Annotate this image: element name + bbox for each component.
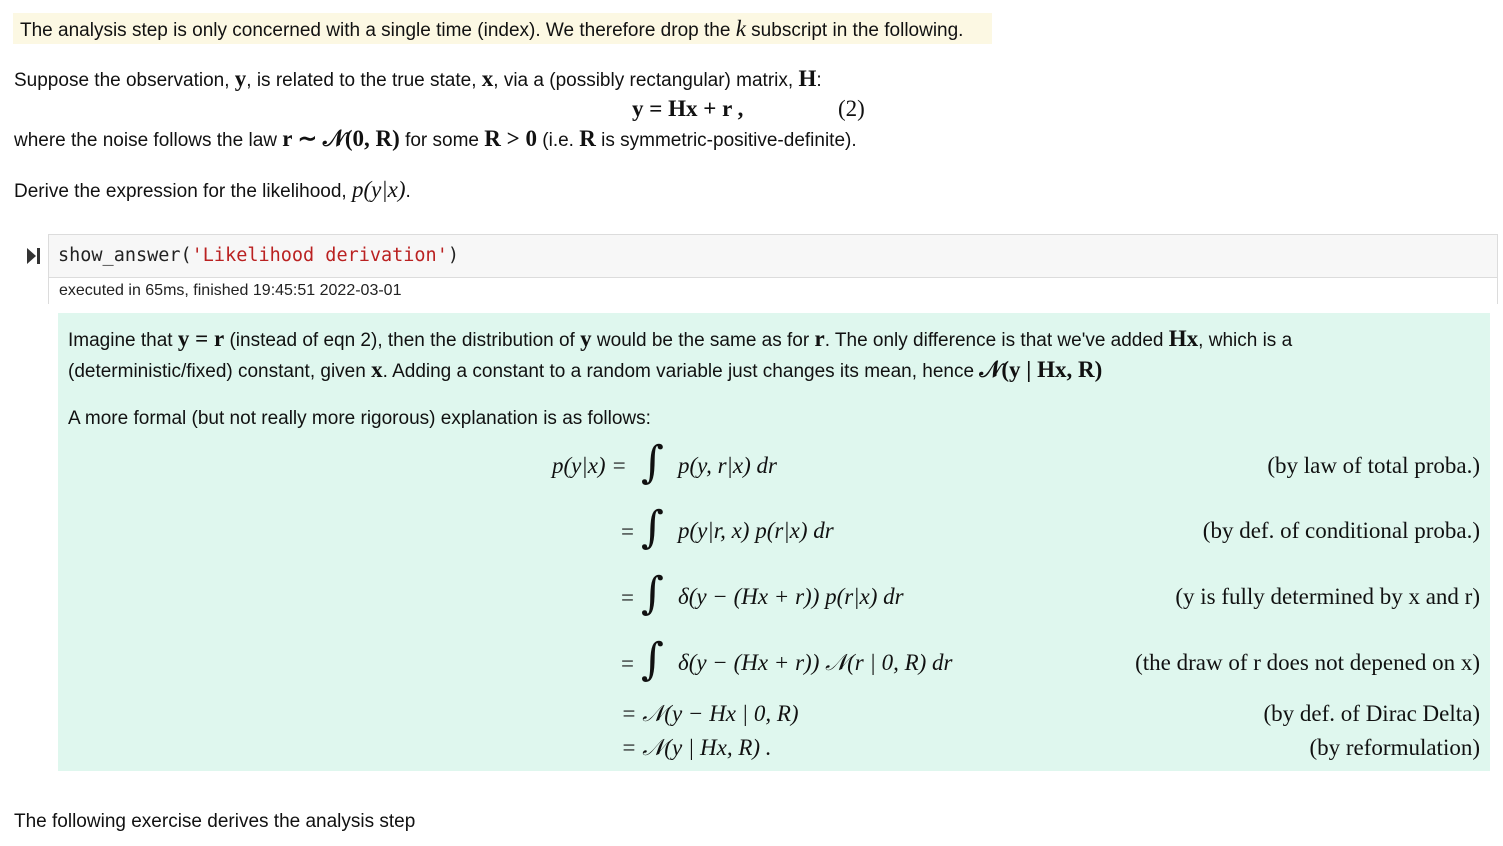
note-text: The analysis step is only concerned with a single time (index). We therefore drop the (20, 20, 736, 41)
answer-line-2 (68, 357, 1102, 383)
integral-sign: ∫ (641, 568, 664, 619)
text: , via a (possibly rectangular) matrix, (493, 70, 799, 91)
equation-number: (2) (838, 96, 865, 121)
math: Hx (1168, 326, 1199, 351)
integral-sign: ∫ (641, 634, 664, 685)
derivation-row-3: δ(y − (Hx + r)) p(r|x) dr (678, 584, 904, 609)
code-function: show_answer( (58, 245, 192, 266)
footer-text: The following exercise derives the analysis step (14, 811, 416, 832)
run-cell-icon[interactable] (26, 246, 41, 266)
equals-sign: = (621, 651, 634, 676)
text: is symmetric-positive-definite). (595, 130, 857, 151)
math-likelihood: p(y|x) (351, 177, 406, 202)
equals-sign: = (621, 585, 634, 610)
paragraph-observation (14, 66, 822, 92)
math: 𝒩(y | Hx, R) (979, 357, 1103, 382)
math: y = r (177, 326, 225, 351)
math: r (814, 326, 825, 351)
text: , which is a (1198, 330, 1293, 351)
k-symbol: k (735, 16, 746, 41)
text: (i.e. (537, 130, 580, 151)
reason-2: (by def. of conditional proba.) (1202, 518, 1480, 543)
reason-3: (y is fully determined by x and r) (1175, 584, 1480, 609)
reason-4: (the draw of r does not depened on x) (1135, 650, 1480, 675)
code-cell[interactable] (48, 234, 1498, 304)
code-input[interactable] (58, 245, 459, 266)
text: for some (399, 130, 485, 151)
answer-line-1 (68, 326, 1292, 352)
text: Imagine that (68, 330, 178, 351)
math-condition: R > 0 (484, 126, 537, 151)
derivation-row-5: = 𝒩(y − Hx | 0, R) (621, 701, 799, 726)
derivation-lhs: p(y|x) = (552, 453, 627, 478)
math-law: r ∼ 𝒩(0, R) (282, 126, 400, 151)
math: y (580, 326, 592, 351)
info-note (13, 13, 992, 44)
text: . (405, 181, 411, 202)
integral-sign: ∫ (641, 437, 664, 488)
code-paren: ) (447, 245, 459, 266)
text: : (816, 70, 822, 91)
text: would be the same as for (591, 330, 815, 351)
math-R: R (579, 126, 596, 151)
text: Derive the expression for the likelihood, (14, 181, 352, 202)
derivation-row-4: δ(y − (Hx + r)) 𝒩(r | 0, R) dr (678, 650, 953, 675)
derivation-row-2: p(y|r, x) p(r|x) dr (678, 518, 834, 543)
paragraph-derive (14, 177, 411, 203)
text: , is related to the true state, (246, 70, 482, 91)
equals-sign: = (621, 519, 634, 544)
integral-sign: ∫ (641, 502, 664, 553)
equation-2: y = Hx + r , (632, 96, 744, 121)
text: (deterministic/fixed) constant, given (68, 361, 372, 382)
math-H: H (798, 66, 817, 91)
text: where the noise follows the law (14, 130, 283, 151)
reason-5: (by def. of Dirac Delta) (1263, 701, 1480, 726)
paragraph-noise (14, 126, 857, 152)
execution-info: executed in 65ms, finished 19:45:51 2022-03-01 (49, 277, 1497, 304)
derivation-row-1: p(y, r|x) dr (678, 453, 777, 478)
note-text-end: subscript in the following. (745, 20, 964, 41)
formal-intro: A more formal (but not really more rigorous) explanation is as follows: (68, 408, 651, 429)
math-x: x (481, 66, 494, 91)
answer-box (58, 313, 1490, 771)
math-y: y (234, 66, 247, 91)
text: Suppose the observation, (14, 70, 235, 91)
reason-6: (by reformulation) (1309, 735, 1480, 760)
code-string: 'Likelihood derivation' (191, 245, 448, 266)
reason-1: (by law of total proba.) (1267, 453, 1480, 478)
text: (instead of eqn 2), then the distribution of (224, 330, 581, 351)
math: x (371, 357, 383, 382)
text: . Adding a constant to a random variable just changes its mean, hence (382, 361, 980, 382)
derivation-row-6: = 𝒩(y | Hx, R) . (621, 735, 772, 760)
text: . The only difference is that we've added (824, 330, 1169, 351)
